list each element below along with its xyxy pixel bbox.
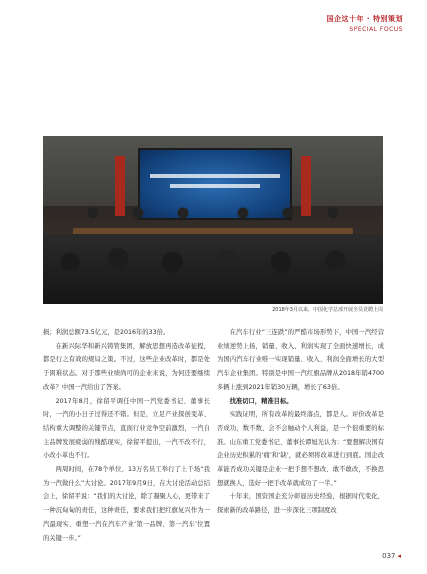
meeting-photo bbox=[43, 136, 383, 304]
page-marker-icon: ◂ bbox=[397, 552, 401, 560]
paragraph: 在新兴际华和新兴铸管集团，解放思想再造改革征程，都是行之有效的规局之策。不过，这些企业改革时，都是处于困难状态。对于那些业绩尚可的企业来说，为何还要继续改革？中国一汽给出了答案。 bbox=[43, 342, 210, 391]
page-footer bbox=[382, 552, 401, 560]
paragraph: 损；利润总额73.5亿元，是2016年的33倍。 bbox=[43, 329, 170, 336]
paragraph: 2017年8月，徐留平调任中国一汽党委书记、董事长时，一汽的小日子过得还不错。但是，立足产业探创变革、结构重大调整的关键节点，直面行业竞争空前激烈，一汽自主品牌发展疲弱的残酷现实，徐留平提出，一汽不改不行，小改小革也不行。 bbox=[43, 397, 210, 460]
paragraph: 十年来，国资国企充分彰显历史经验，根据时代变化，探索新的改革路径，进一步深化三项制度改 bbox=[217, 493, 384, 515]
page-number: 037 bbox=[382, 552, 396, 560]
right-column bbox=[217, 326, 384, 518]
section-subtitle: SPECIAL FOCUS bbox=[349, 26, 403, 33]
section-subheading: 找准切口，精准目标。 bbox=[229, 397, 293, 405]
section-title: 国企这十年 · 特别策划 bbox=[326, 15, 403, 23]
paragraph: 实践证明，所有改革的最终落点，都是人。评价改革是否成功，数不数、会不会触动个人利益，是一个很重要的标准。山东重工党委书记、董事长谭旭光认为：“要想解决国有企业历史积累的‘痛’和‘缺’，就必须将改革进行到底。国企改革能否成功关键是企业一把手想不想改、敢不敢改，不换思想就换人，选好一把手改革就成功了一半。” bbox=[217, 411, 384, 487]
paragraph: 在汽车行业“三连跌”的严酷市场形势下，中国一汽经营业绩逆势上扬，销量、收入、利润实现了全面快速增长，成为国内汽车行业唯一实现销量、收入、利润全面增长的大型汽车企业集团。特别是中国一汽红旗品牌从2018年销4700多辆上涨到2021年销30万辆，增长了63倍。 bbox=[217, 329, 384, 391]
screen-text-line bbox=[150, 174, 280, 178]
paragraph: 两周时间，在78个单位、13万名员工举行了上千场“我为一汽做什么”大讨论。2017年9月9日，在大讨论活动总结会上，徐留平说：“我们的大讨论，除了凝聚人心，更带来了一种沉甸甸的责任，这种责任，要求我们把红旗复兴作为一汽最现实、重塑一汽在汽车产业‘第一品牌、第一汽车’位置的关键一步。” bbox=[43, 466, 210, 542]
screen-text-line bbox=[170, 184, 260, 188]
left-column bbox=[43, 326, 210, 545]
photo-caption: 2018年3月以来，中国化学总部开展全员竞聘上岗 bbox=[272, 307, 383, 313]
section-header bbox=[326, 14, 403, 33]
seated-participants-front bbox=[43, 234, 383, 304]
